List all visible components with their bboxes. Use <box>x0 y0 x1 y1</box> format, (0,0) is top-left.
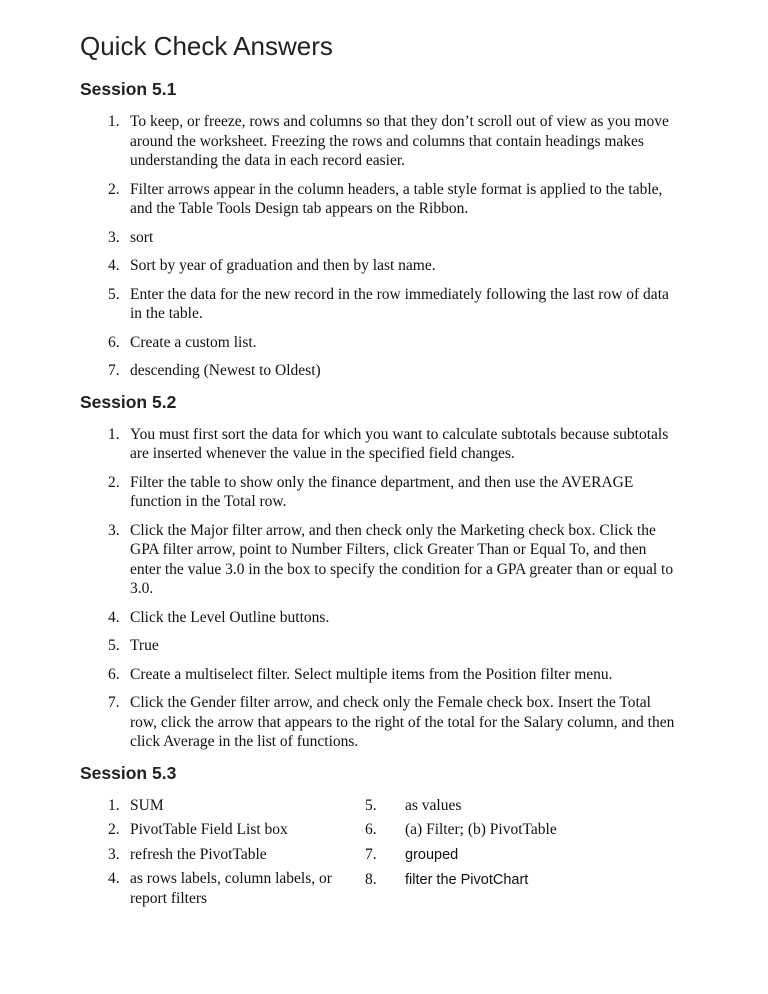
list-item: 2. Filter the table to show only the finance department, and then use the AVERAGE function in the Total row. <box>108 473 634 510</box>
list-item: 1. You must first sort the data for which you want to calculate subtotals because subtotals are inserted whenever the value in the specified field changes. <box>108 425 669 462</box>
page-title: Quick Check Answers <box>80 31 333 61</box>
list-item: 8. filter the PivotChart <box>365 871 529 888</box>
list-item: 7. grouped <box>365 845 459 863</box>
list-item: 3. Click the Major filter arrow, and then check only the Marketing check box. Click the GPA filter arrow, point to Number Filters, click Greater Than or Equal To, and then enter the value 3.0 in the box to specify the condition for a GPA greater than or equal to 3.0. <box>108 521 674 597</box>
section-heading-5-2: Session 5.2 <box>80 391 177 412</box>
list-item: 4. Click the Level Outline buttons. <box>108 608 330 626</box>
list-item: 3. refresh the PivotTable <box>108 845 267 863</box>
session-5-3-list-left <box>80 796 365 914</box>
list-item: 4. Sort by year of graduation and then by last name. <box>108 257 436 274</box>
list-item: 6. (a) Filter; (b) PivotTable <box>365 821 557 838</box>
list-item: 2. Filter arrows appear in the column headers, a table style format is applied to the table, and the Table Tools Design tab appears on the Ribbon. <box>108 180 663 217</box>
session-5-1-list <box>80 112 680 381</box>
list-item: 2. PivotTable Field List box <box>108 821 288 838</box>
list-item: 1. SUM <box>108 796 164 814</box>
list-item: 6. Create a multiselect filter. Select multiple items from the Position filter menu. <box>108 665 613 683</box>
list-item: 5. Enter the data for the new record in the row immediately following the last row of data in the table. <box>108 285 669 322</box>
list-item: 5. True <box>108 637 159 654</box>
list-item: 1. To keep, or freeze, rows and columns so that they don’t scroll out of view as you move around the worksheet. Freezing the rows and columns that contain headings makes understanding the data in each record easier. <box>108 113 669 169</box>
list-item: 3. sort <box>108 228 154 246</box>
list-item: 5. as values <box>365 796 462 814</box>
list-item: 4. as rows labels, column labels, or report filters <box>108 870 332 907</box>
section-heading-5-1: Session 5.1 <box>80 79 177 99</box>
list-item: 6. Create a custom list. <box>108 333 257 351</box>
session-5-2-list <box>80 425 680 752</box>
session-5-3-list-right <box>365 796 700 914</box>
list-item: 7. descending (Newest to Oldest) <box>108 362 321 379</box>
section-heading-5-3: Session 5.3 <box>80 762 177 783</box>
session-5-3-columns <box>80 796 700 924</box>
list-item: 7. Click the Gender filter arrow, and check only the Female check box. Insert the Total row, click the arrow that appears to the right of the total for the Salary column, and then click Average in the list of functions. <box>108 694 675 750</box>
